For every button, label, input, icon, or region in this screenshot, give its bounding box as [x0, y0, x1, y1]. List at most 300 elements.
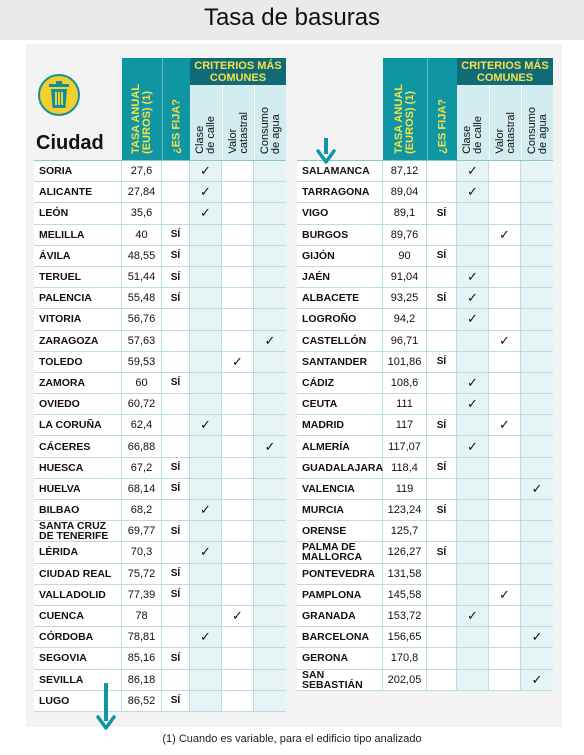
- annual-rate: 125,7: [383, 521, 427, 541]
- rate-header-label: TASA ANUAL (EUROS) (1): [393, 84, 416, 154]
- water-criteria-cell: [521, 521, 553, 541]
- city-name: JAÉN: [297, 267, 383, 287]
- arrow-down-icon: [96, 683, 116, 731]
- annual-rate: 89,76: [383, 225, 427, 245]
- table-row: [34, 436, 286, 457]
- annual-rate: 118,4: [383, 458, 427, 478]
- street-criteria-cell: [457, 415, 489, 435]
- annual-rate: 60: [122, 373, 162, 393]
- water-criteria-cell: [254, 479, 286, 499]
- rate-header-label: TASA ANUAL (EUROS) (1): [130, 84, 153, 154]
- is-fixed: SÍ: [162, 521, 190, 541]
- annual-rate: 170,8: [383, 648, 427, 668]
- table-row: [297, 670, 553, 691]
- street-criteria-cell: [457, 288, 489, 308]
- city-name: SEGOVIA: [34, 648, 122, 668]
- city-name: LOGROÑO: [297, 309, 383, 329]
- check-icon: ✓: [200, 629, 211, 645]
- annual-rate: 156,65: [383, 627, 427, 647]
- annual-rate: 62,4: [122, 415, 162, 435]
- is-fixed: [162, 352, 190, 372]
- is-fixed: SÍ: [162, 585, 190, 605]
- annual-rate: 96,71: [383, 331, 427, 351]
- cadastral-criteria-cell: [222, 373, 254, 393]
- is-fixed: [162, 182, 190, 202]
- is-fixed: [427, 331, 457, 351]
- city-name: OVIEDO: [34, 394, 122, 414]
- annual-rate: 27,84: [122, 182, 162, 202]
- street-criteria-cell: [190, 606, 222, 626]
- cadastral-criteria-cell: [489, 203, 521, 223]
- check-icon: ✓: [232, 353, 243, 369]
- city-name: HUESCA: [34, 458, 122, 478]
- street-criteria-cell: [190, 585, 222, 605]
- is-fixed: [162, 394, 190, 414]
- is-fixed: [162, 203, 190, 223]
- table-row: [34, 203, 286, 224]
- water-criteria-cell: [254, 182, 286, 202]
- cadastral-criteria-cell: [222, 225, 254, 245]
- table-row: [297, 394, 553, 415]
- is-fixed: SÍ: [427, 246, 457, 266]
- water-criteria-label: Consumo de agua: [258, 106, 282, 154]
- water-criteria-cell: [521, 203, 553, 223]
- table-row: [34, 182, 286, 203]
- city-name: PALMA DE MALLORCA: [297, 542, 383, 562]
- check-icon: ✓: [200, 163, 211, 179]
- city-name: GUADALAJARA: [297, 458, 383, 478]
- street-criteria-cell: [190, 373, 222, 393]
- is-fixed: SÍ: [427, 415, 457, 435]
- check-icon: ✓: [264, 332, 276, 348]
- cadastral-criteria-cell: [489, 436, 521, 456]
- check-icon: ✓: [467, 311, 478, 327]
- fixed-header-label: ¿ES FIJA?: [170, 98, 182, 154]
- annual-rate: 57,63: [122, 331, 162, 351]
- cadastral-criteria-cell: [222, 352, 254, 372]
- cadastral-criteria-cell: [222, 394, 254, 414]
- annual-rate: 94,2: [383, 309, 427, 329]
- annual-rate: 60,72: [122, 394, 162, 414]
- cadastral-criteria-label: Valor catastral: [226, 112, 250, 154]
- street-criteria-cell: [457, 479, 489, 499]
- cadastral-criteria-cell: [489, 161, 521, 181]
- street-criteria-cell: [190, 415, 222, 435]
- street-criteria-cell: [457, 627, 489, 647]
- cadastral-criteria-label: Valor catastral: [493, 112, 517, 154]
- annual-rate: 86,18: [122, 670, 162, 690]
- street-criteria-cell: [457, 458, 489, 478]
- city-name: CUENCA: [34, 606, 122, 626]
- street-criteria-cell: [457, 225, 489, 245]
- is-fixed: SÍ: [162, 246, 190, 266]
- water-criteria-cell: [254, 246, 286, 266]
- check-icon: ✓: [499, 417, 510, 433]
- table-row: [34, 691, 286, 712]
- annual-rate: 153,72: [383, 606, 427, 626]
- water-criteria-cell: [254, 267, 286, 287]
- annual-rate: 202,05: [383, 670, 427, 690]
- annual-rate: 75,72: [122, 564, 162, 584]
- street-criteria-cell: [190, 542, 222, 562]
- table-row: [34, 564, 286, 585]
- water-criteria-cell: [254, 161, 286, 181]
- cadastral-criteria-cell: [222, 627, 254, 647]
- city-name: MURCIA: [297, 500, 383, 520]
- cadastral-criteria-cell: [489, 479, 521, 499]
- street-criteria-cell: [190, 479, 222, 499]
- street-criteria-cell: [190, 458, 222, 478]
- is-fixed: SÍ: [162, 225, 190, 245]
- street-criteria-cell: [457, 648, 489, 668]
- table-row: [297, 288, 553, 309]
- street-criteria-cell: [457, 182, 489, 202]
- city-name: GERONA: [297, 648, 383, 668]
- cadastral-criteria-cell: [222, 182, 254, 202]
- water-criteria-cell: [521, 182, 553, 202]
- city-name: SAN SEBASTIÁN: [297, 670, 383, 690]
- cadastral-criteria-cell: [222, 670, 254, 690]
- cadastral-criteria-cell: [222, 691, 254, 711]
- table-row: [297, 352, 553, 373]
- water-criteria-cell: [254, 225, 286, 245]
- city-name: ZAMORA: [34, 373, 122, 393]
- city-name: TERUEL: [34, 267, 122, 287]
- water-criteria-cell: [521, 436, 553, 456]
- street-criteria-cell: [457, 373, 489, 393]
- table-row: [297, 648, 553, 669]
- water-criteria-cell: [521, 500, 553, 520]
- is-fixed: [162, 542, 190, 562]
- street-criteria-cell: [457, 203, 489, 223]
- city-name: BILBAO: [34, 500, 122, 520]
- table-row: [297, 521, 553, 542]
- street-criteria-cell: [457, 161, 489, 181]
- city-name: CEUTA: [297, 394, 383, 414]
- city-name: GRANADA: [297, 606, 383, 626]
- fixed-header: [162, 58, 190, 160]
- rate-header: [383, 58, 427, 160]
- city-name: LUGO: [34, 691, 122, 711]
- city-name: VITORIA: [34, 309, 122, 329]
- water-criteria-cell: [521, 309, 553, 329]
- check-icon: ✓: [200, 417, 211, 433]
- cadastral-criteria-cell: [489, 415, 521, 435]
- annual-rate: 117,07: [383, 436, 427, 456]
- water-criteria-cell: [254, 415, 286, 435]
- water-criteria-cell: [521, 564, 553, 584]
- water-criteria-cell: [521, 225, 553, 245]
- water-criteria-cell: [521, 246, 553, 266]
- check-icon: ✓: [467, 608, 478, 624]
- city-name: CIUDAD REAL: [34, 564, 122, 584]
- city-name: PAMPLONA: [297, 585, 383, 605]
- cadastral-criteria-cell: [222, 585, 254, 605]
- street-criteria-cell: [190, 182, 222, 202]
- street-criteria-cell: [457, 394, 489, 414]
- table-row: [34, 521, 286, 542]
- is-fixed: [162, 500, 190, 520]
- cadastral-criteria-cell: [222, 542, 254, 562]
- water-criteria-header: [254, 85, 286, 160]
- city-name: ORENSE: [297, 521, 383, 541]
- water-criteria-cell: [254, 331, 286, 351]
- city-name: BURGOS: [297, 225, 383, 245]
- annual-rate: 77,39: [122, 585, 162, 605]
- city-name: SORIA: [34, 161, 122, 181]
- water-criteria-cell: [254, 288, 286, 308]
- is-fixed: [427, 627, 457, 647]
- table-header: [34, 58, 286, 160]
- water-criteria-cell: [254, 458, 286, 478]
- city-name: TARRAGONA: [297, 182, 383, 202]
- street-criteria-cell: [190, 500, 222, 520]
- fixed-header: [427, 58, 457, 160]
- water-criteria-cell: [521, 331, 553, 351]
- water-criteria-cell: [254, 521, 286, 541]
- street-criteria-header: [457, 85, 489, 160]
- is-fixed: [427, 309, 457, 329]
- cadastral-criteria-cell: [489, 309, 521, 329]
- annual-rate: 78,81: [122, 627, 162, 647]
- annual-rate: 27,6: [122, 161, 162, 181]
- street-criteria-cell: [190, 352, 222, 372]
- city-name: BARCELONA: [297, 627, 383, 647]
- is-fixed: SÍ: [427, 458, 457, 478]
- street-criteria-cell: [190, 267, 222, 287]
- city-name: SALAMANCA: [297, 161, 383, 181]
- annual-rate: 59,53: [122, 352, 162, 372]
- is-fixed: [427, 267, 457, 287]
- city-name: ALBACETE: [297, 288, 383, 308]
- water-criteria-cell: [521, 670, 553, 690]
- street-criteria-cell: [190, 161, 222, 181]
- table-row: [34, 500, 286, 521]
- city-name: LÉRIDA: [34, 542, 122, 562]
- cadastral-criteria-cell: [222, 288, 254, 308]
- annual-rate: 67,2: [122, 458, 162, 478]
- city-name: CÁCERES: [34, 436, 122, 456]
- fixed-header-label: ¿ES FIJA?: [436, 98, 448, 154]
- table-row: [34, 479, 286, 500]
- street-criteria-cell: [190, 331, 222, 351]
- table-row: [297, 267, 553, 288]
- water-criteria-cell: [521, 394, 553, 414]
- city-name: SEVILLA: [34, 670, 122, 690]
- cadastral-criteria-cell: [222, 606, 254, 626]
- table-row: [34, 352, 286, 373]
- street-criteria-cell: [457, 246, 489, 266]
- annual-rate: 101,86: [383, 352, 427, 372]
- table-left: [34, 58, 286, 712]
- cadastral-criteria-cell: [489, 458, 521, 478]
- street-criteria-cell: [457, 606, 489, 626]
- city-name: ALICANTE: [34, 182, 122, 202]
- annual-rate: 87,12: [383, 161, 427, 181]
- water-criteria-cell: [521, 458, 553, 478]
- is-fixed: [162, 436, 190, 456]
- annual-rate: 85,16: [122, 648, 162, 668]
- water-criteria-cell: [521, 373, 553, 393]
- cadastral-criteria-cell: [489, 521, 521, 541]
- street-criteria-cell: [190, 521, 222, 541]
- table-row: [297, 415, 553, 436]
- annual-rate: 93,25: [383, 288, 427, 308]
- street-criteria-cell: [457, 542, 489, 562]
- cadastral-criteria-cell: [222, 161, 254, 181]
- city-name: VALENCIA: [297, 479, 383, 499]
- street-criteria-cell: [457, 585, 489, 605]
- water-criteria-cell: [521, 606, 553, 626]
- city-name: ÁVILA: [34, 246, 122, 266]
- check-icon: ✓: [200, 544, 211, 560]
- city-name: PONTEVEDRA: [297, 564, 383, 584]
- water-criteria-cell: [521, 585, 553, 605]
- street-criteria-cell: [190, 246, 222, 266]
- city-name: SANTANDER: [297, 352, 383, 372]
- water-criteria-cell: [521, 352, 553, 372]
- cadastral-criteria-cell: [222, 246, 254, 266]
- city-name: TOLEDO: [34, 352, 122, 372]
- city-name: HUELVA: [34, 479, 122, 499]
- table-row: [34, 542, 286, 563]
- table-row: [34, 606, 286, 627]
- city-name: CASTELLÓN: [297, 331, 383, 351]
- table-row: [34, 627, 286, 648]
- water-criteria-cell: [254, 373, 286, 393]
- water-criteria-cell: [521, 479, 553, 499]
- is-fixed: SÍ: [427, 203, 457, 223]
- cadastral-criteria-cell: [489, 394, 521, 414]
- is-fixed: [162, 670, 190, 690]
- water-criteria-header: [521, 85, 553, 160]
- cadastral-criteria-cell: [222, 309, 254, 329]
- annual-rate: 56,76: [122, 309, 162, 329]
- cadastral-criteria-header: [222, 85, 254, 160]
- is-fixed: SÍ: [162, 458, 190, 478]
- is-fixed: [427, 648, 457, 668]
- annual-rate: 48,55: [122, 246, 162, 266]
- street-criteria-cell: [457, 352, 489, 372]
- street-criteria-cell: [190, 225, 222, 245]
- rate-header: [122, 58, 162, 160]
- check-icon: ✓: [499, 226, 510, 242]
- water-criteria-cell: [254, 394, 286, 414]
- street-criteria-label: Clase de calle: [194, 116, 217, 154]
- is-fixed: [162, 331, 190, 351]
- check-icon: ✓: [467, 396, 478, 412]
- annual-rate: 145,58: [383, 585, 427, 605]
- table-row: [34, 373, 286, 394]
- table-row: [34, 246, 286, 267]
- is-fixed: [427, 479, 457, 499]
- criteria-group-header: CRITERIOS MÁS COMUNES: [457, 58, 553, 85]
- footnote: (1) Cuando es variable, para el edificio tipo analizado: [162, 733, 422, 745]
- is-fixed: SÍ: [427, 352, 457, 372]
- check-icon: ✓: [531, 671, 543, 687]
- table-row: [297, 606, 553, 627]
- water-criteria-cell: [521, 267, 553, 287]
- is-fixed: [162, 415, 190, 435]
- annual-rate: 55,48: [122, 288, 162, 308]
- is-fixed: [162, 161, 190, 181]
- is-fixed: [427, 521, 457, 541]
- check-icon: ✓: [467, 184, 478, 200]
- water-criteria-cell: [521, 288, 553, 308]
- water-criteria-cell: [254, 203, 286, 223]
- table-row: [297, 182, 553, 203]
- table-row: [34, 161, 286, 182]
- is-fixed: SÍ: [162, 691, 190, 711]
- annual-rate: 117: [383, 415, 427, 435]
- check-icon: ✓: [264, 438, 276, 454]
- street-criteria-cell: [457, 670, 489, 690]
- cadastral-criteria-cell: [222, 648, 254, 668]
- check-icon: ✓: [499, 586, 510, 602]
- page-title: Tasa de basuras: [203, 4, 381, 31]
- table-row: [297, 203, 553, 224]
- street-criteria-cell: [190, 288, 222, 308]
- street-criteria-cell: [457, 521, 489, 541]
- is-fixed: [427, 161, 457, 181]
- is-fixed: [427, 564, 457, 584]
- street-criteria-cell: [190, 691, 222, 711]
- city-name: ALMERÍA: [297, 436, 383, 456]
- street-criteria-cell: [190, 436, 222, 456]
- water-criteria-cell: [254, 352, 286, 372]
- cadastral-criteria-cell: [222, 436, 254, 456]
- is-fixed: [427, 436, 457, 456]
- annual-rate: 90: [383, 246, 427, 266]
- city-name: CÓRDOBA: [34, 627, 122, 647]
- cadastral-criteria-cell: [489, 627, 521, 647]
- check-icon: ✓: [467, 163, 478, 179]
- cadastral-criteria-cell: [222, 203, 254, 223]
- cadastral-criteria-cell: [489, 670, 521, 690]
- water-criteria-cell: [254, 500, 286, 520]
- city-name: LA CORUÑA: [34, 415, 122, 435]
- cadastral-criteria-cell: [489, 500, 521, 520]
- water-criteria-cell: [254, 627, 286, 647]
- cadastral-criteria-cell: [222, 415, 254, 435]
- street-criteria-cell: [190, 648, 222, 668]
- is-fixed: [427, 182, 457, 202]
- city-name: LEÓN: [34, 203, 122, 223]
- check-icon: ✓: [200, 502, 211, 518]
- water-criteria-cell: [254, 436, 286, 456]
- cadastral-criteria-header: [489, 85, 521, 160]
- is-fixed: [162, 627, 190, 647]
- annual-rate: 119: [383, 479, 427, 499]
- is-fixed: SÍ: [162, 479, 190, 499]
- street-criteria-cell: [457, 331, 489, 351]
- check-icon: ✓: [531, 480, 543, 496]
- annual-rate: 69,77: [122, 521, 162, 541]
- annual-rate: 89,1: [383, 203, 427, 223]
- annual-rate: 51,44: [122, 267, 162, 287]
- annual-rate: 40: [122, 225, 162, 245]
- annual-rate: 68,2: [122, 500, 162, 520]
- table-row: [34, 394, 286, 415]
- street-criteria-cell: [457, 309, 489, 329]
- cadastral-criteria-cell: [489, 182, 521, 202]
- table-body: [297, 160, 553, 691]
- table-row: [34, 648, 286, 669]
- annual-rate: 89,04: [383, 182, 427, 202]
- is-fixed: [427, 670, 457, 690]
- water-criteria-cell: [521, 627, 553, 647]
- is-fixed: SÍ: [427, 288, 457, 308]
